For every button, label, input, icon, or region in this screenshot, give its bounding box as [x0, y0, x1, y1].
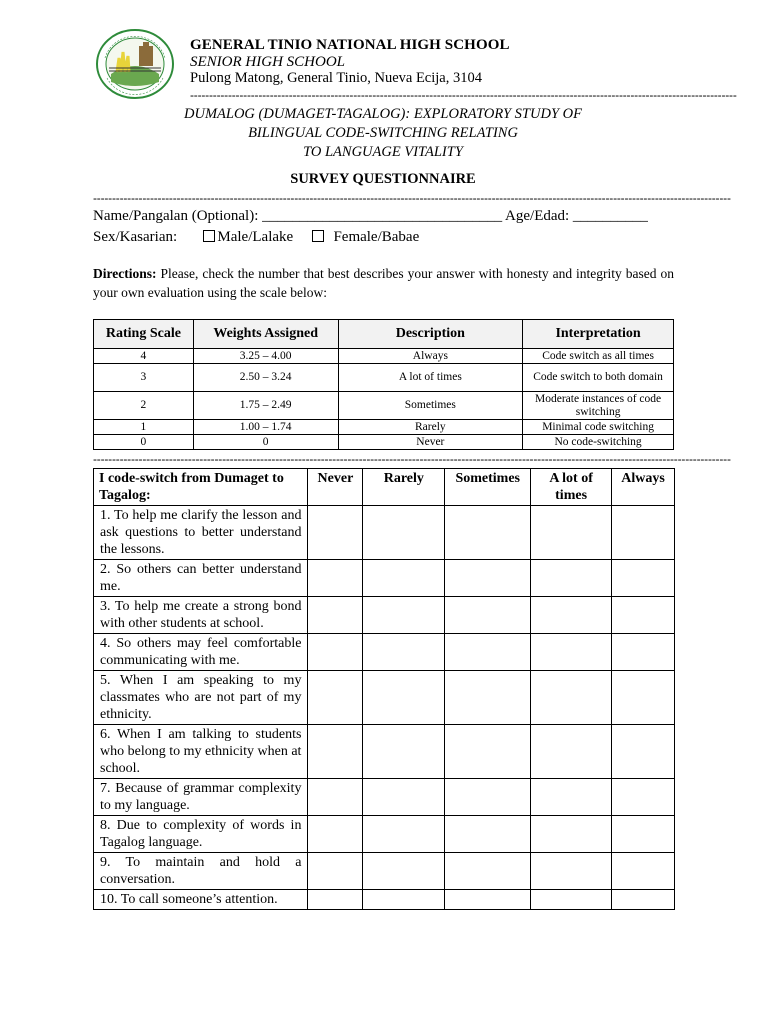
survey-row — [94, 671, 675, 725]
school-address: Pulong Matong, General Tinio, Nueva Ecija, 3104 — [190, 70, 482, 86]
answer-cell[interactable] — [531, 506, 612, 560]
survey-row — [94, 853, 675, 890]
scale-header-row — [94, 320, 674, 349]
directions-paragraph — [93, 264, 674, 302]
answer-cell[interactable] — [531, 725, 612, 779]
male-label: Male/Lalake — [217, 229, 294, 245]
answer-cell[interactable] — [531, 853, 612, 890]
statement-cell: 4. So others may feel comfortable communicating with me. — [94, 634, 308, 671]
answer-cell[interactable] — [363, 890, 445, 910]
scale-cell: 2.50 – 3.24 — [193, 364, 338, 392]
answer-cell[interactable] — [531, 779, 612, 816]
answer-cell[interactable] — [612, 560, 675, 597]
scale-cell: 1.75 – 2.49 — [193, 392, 338, 420]
scale-cell: 0 — [193, 435, 338, 450]
answer-cell[interactable] — [308, 634, 363, 671]
answer-cell[interactable] — [612, 890, 675, 910]
statement-cell: 6. When I am talking to students who belong to my ethnicity when at school. — [94, 725, 308, 779]
answer-cell[interactable] — [363, 634, 445, 671]
answer-cell[interactable] — [531, 890, 612, 910]
scale-cell: Sometimes — [338, 392, 523, 420]
study-title-line-2: BILINGUAL CODE-SWITCHING RELATING — [248, 125, 518, 141]
answer-cell[interactable] — [531, 671, 612, 725]
answer-cell[interactable] — [308, 816, 363, 853]
answer-cell[interactable] — [445, 597, 531, 634]
scale-cell: Always — [338, 349, 523, 364]
statement-cell: 2. So others can better understand me. — [94, 560, 308, 597]
scale-cell: 3.25 – 4.00 — [193, 349, 338, 364]
scale-cell: Code switch as all times — [523, 349, 674, 364]
sex-line — [93, 229, 419, 246]
survey-header-cell: Sometimes — [445, 469, 531, 506]
answer-cell[interactable] — [612, 816, 675, 853]
study-title-line-1: DUMALOG (DUMAGET-TAGALOG): EXPLORATORY STUDY OF — [184, 106, 582, 122]
statement-cell: 5. When I am speaking to my classmates who are not part of my ethnicity. — [94, 671, 308, 725]
scale-row — [94, 364, 674, 392]
answer-cell[interactable] — [445, 816, 531, 853]
answer-cell[interactable] — [445, 506, 531, 560]
survey-header-cell: A lot of times — [531, 469, 612, 506]
answer-cell[interactable] — [612, 597, 675, 634]
answer-cell[interactable] — [612, 853, 675, 890]
answer-cell[interactable] — [363, 597, 445, 634]
answer-cell[interactable] — [531, 597, 612, 634]
school-division: SENIOR HIGH SCHOOL — [190, 54, 345, 70]
scale-header-cell: Interpretation — [523, 320, 674, 349]
survey-row — [94, 506, 675, 560]
survey-header-cell: I code-switch from Dumaget to Tagalog: — [94, 469, 308, 506]
school-seal-logo — [95, 28, 175, 100]
answer-cell[interactable] — [308, 506, 363, 560]
scale-header-cell: Weights Assigned — [193, 320, 338, 349]
survey-row — [94, 634, 675, 671]
statement-cell: 8. Due to complexity of words in Tagalog language. — [94, 816, 308, 853]
statement-cell: 10. To call someone’s attention. — [94, 890, 308, 910]
answer-cell[interactable] — [363, 853, 445, 890]
survey-heading: SURVEY QUESTIONNAIRE — [290, 171, 476, 187]
rating-scale-table — [93, 319, 674, 450]
study-title-line-3: TO LANGUAGE VITALITY — [303, 144, 463, 160]
directions-text: Please, check the number that best describes your answer with honesty and integrity based on your own evaluation using the scale below: — [93, 266, 674, 300]
scale-row — [94, 392, 674, 420]
survey-row — [94, 890, 675, 910]
scale-cell: Moderate instances of code switching — [523, 392, 674, 420]
answer-cell[interactable] — [445, 779, 531, 816]
answer-cell[interactable] — [445, 671, 531, 725]
statement-cell: 9. To maintain and hold a conversation. — [94, 853, 308, 890]
survey-row — [94, 725, 675, 779]
answer-cell[interactable] — [363, 779, 445, 816]
survey-header-cell: Never — [308, 469, 363, 506]
scale-row — [94, 349, 674, 364]
scale-row — [94, 435, 674, 450]
answer-cell[interactable] — [445, 890, 531, 910]
answer-cell[interactable] — [445, 560, 531, 597]
statement-cell: 7. Because of grammar complexity to my language. — [94, 779, 308, 816]
statement-cell: 3. To help me create a strong bond with other students at school. — [94, 597, 308, 634]
answer-cell[interactable] — [308, 725, 363, 779]
survey-header-row — [94, 469, 675, 506]
answer-cell[interactable] — [308, 597, 363, 634]
answer-cell[interactable] — [308, 560, 363, 597]
answer-cell[interactable] — [612, 779, 675, 816]
answer-cell[interactable] — [308, 890, 363, 910]
answer-cell[interactable] — [612, 634, 675, 671]
table-divider: ------------------------------------------------------------------------------------------------------------------------------------------------------------------------ — [93, 452, 731, 466]
scale-cell: 3 — [94, 364, 194, 392]
code-switch-survey-table — [93, 468, 675, 910]
answer-cell[interactable] — [612, 671, 675, 725]
scale-header-cell: Rating Scale — [94, 320, 194, 349]
school-name: GENERAL TINIO NATIONAL HIGH SCHOOL — [190, 37, 510, 53]
answer-cell[interactable] — [363, 560, 445, 597]
scale-cell: 1.00 – 1.74 — [193, 420, 338, 435]
scale-cell: Rarely — [338, 420, 523, 435]
survey-row — [94, 779, 675, 816]
scale-cell: 2 — [94, 392, 194, 420]
male-checkbox[interactable] — [203, 230, 215, 242]
answer-cell[interactable] — [531, 816, 612, 853]
scale-row — [94, 420, 674, 435]
scale-cell: 1 — [94, 420, 194, 435]
name-age-line[interactable]: Name/Pangalan (Optional): ________________________________ Age/Edad: __________ — [93, 208, 648, 224]
answer-cell[interactable] — [445, 725, 531, 779]
answer-cell[interactable] — [445, 853, 531, 890]
survey-header-cell: Always — [612, 469, 675, 506]
survey-header-cell: Rarely — [363, 469, 445, 506]
answer-cell[interactable] — [363, 816, 445, 853]
answer-cell[interactable] — [308, 853, 363, 890]
survey-row — [94, 597, 675, 634]
answer-cell[interactable] — [531, 634, 612, 671]
scale-cell: Minimal code switching — [523, 420, 674, 435]
header-divider: ------------------------------------------------------------------------------------------------------------------------------------------------ — [190, 88, 737, 102]
statement-cell: 1. To help me clarify the lesson and ask questions to better understand the lessons. — [94, 506, 308, 560]
scale-header-cell: Description — [338, 320, 523, 349]
scale-cell: No code-switching — [523, 435, 674, 450]
scale-cell: Code switch to both domain — [523, 364, 674, 392]
scale-cell: Never — [338, 435, 523, 450]
answer-cell[interactable] — [445, 634, 531, 671]
answer-cell[interactable] — [363, 725, 445, 779]
female-checkbox[interactable] — [312, 230, 324, 242]
answer-cell[interactable] — [363, 506, 445, 560]
answer-cell[interactable] — [363, 671, 445, 725]
sex-label: Sex/Kasarian: — [93, 229, 178, 245]
answer-cell[interactable] — [612, 506, 675, 560]
scale-cell: A lot of times — [338, 364, 523, 392]
answer-cell[interactable] — [308, 779, 363, 816]
survey-row — [94, 560, 675, 597]
scale-cell: 0 — [94, 435, 194, 450]
answer-cell[interactable] — [308, 671, 363, 725]
answer-cell[interactable] — [531, 560, 612, 597]
answer-cell[interactable] — [612, 725, 675, 779]
survey-row — [94, 816, 675, 853]
survey-divider: ------------------------------------------------------------------------------------------------------------------------------------------------------------------------ — [93, 191, 731, 205]
scale-cell: 4 — [94, 349, 194, 364]
directions-label: Directions: — [93, 266, 157, 281]
female-label: Female/Babae — [333, 229, 420, 245]
